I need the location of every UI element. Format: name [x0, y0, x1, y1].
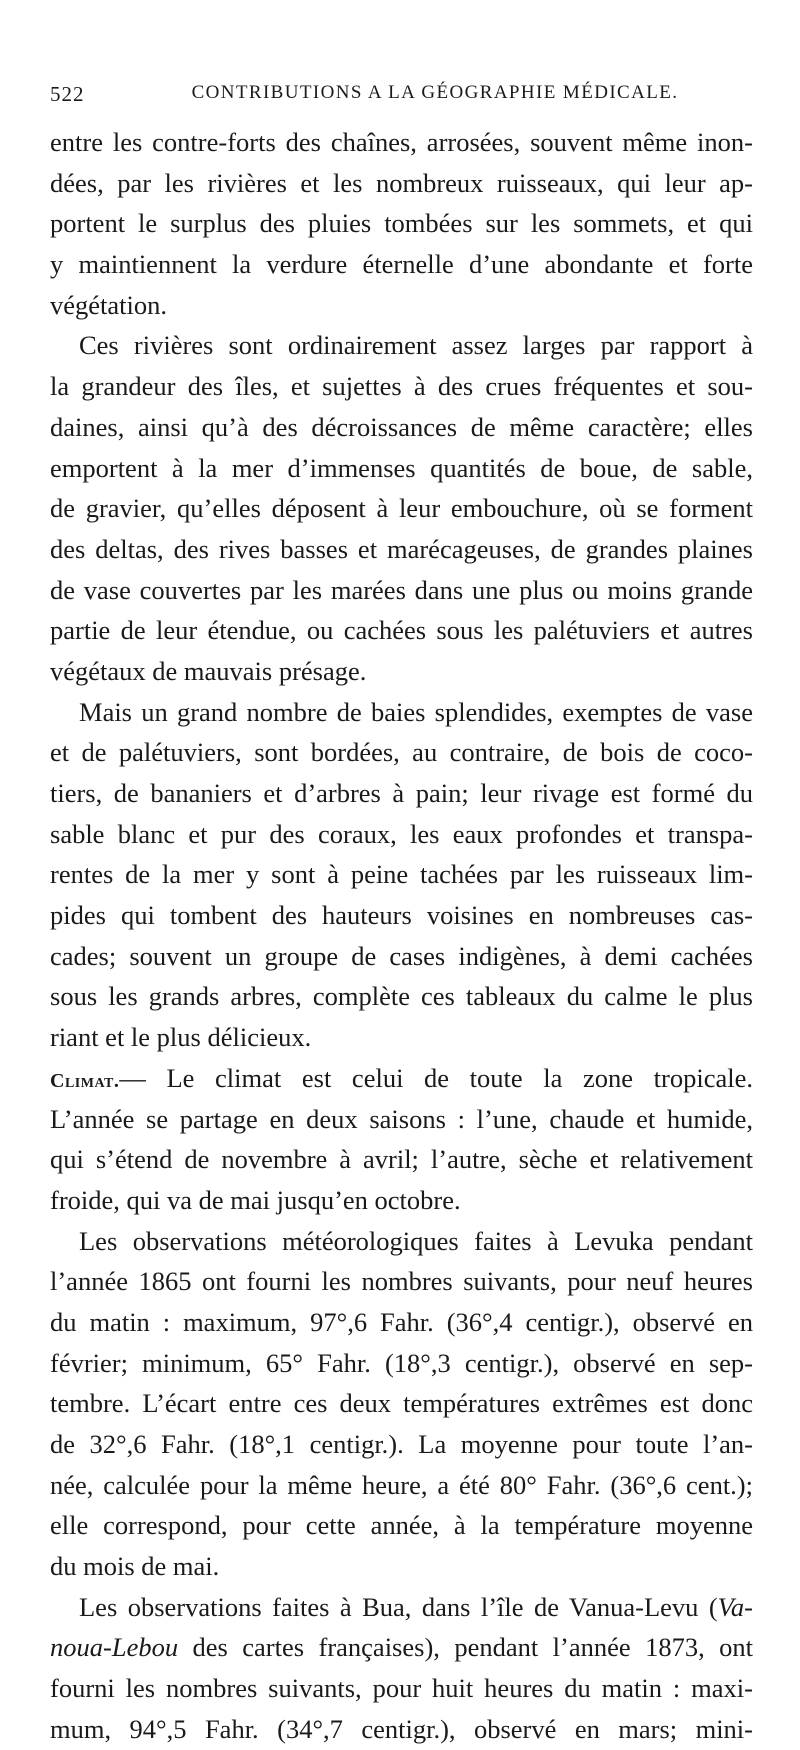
text-line: née, calculée pour la même heure, a été 80° Fahr. (36°,6 cent.);	[50, 1469, 753, 1500]
text-line: du mois de mai.	[50, 1551, 220, 1582]
text-line: daines, ainsi qu’à des décroissances de même caractère; elles	[50, 411, 753, 442]
section-heading-climat: Climat.	[50, 1069, 120, 1092]
text-line: froide, qui va de mai jusqu’en octobre.	[50, 1184, 461, 1215]
text-line: tembre. L’écart entre ces deux températures extrêmes est donc	[50, 1388, 753, 1419]
text-run: des cartes françaises), pendant l’année 1873, ont	[178, 1632, 753, 1663]
text-line: fourni les nombres suivants, pour huit heures du matin : maxi-	[50, 1673, 753, 1704]
italic-run: Va-	[717, 1591, 753, 1622]
text-line: et de palétuviers, sont bordées, au contraire, de bois de coco-	[50, 737, 753, 768]
text-line: L’année se partage en deux saisons : l’une, chaude et humide,	[50, 1103, 753, 1134]
paragraph	[50, 692, 753, 1058]
text-line: portent le surplus des pluies tombées sur les sommets, et qui	[50, 208, 753, 239]
final-paragraph-lines	[50, 1668, 753, 1749]
climat-first-line	[50, 1058, 753, 1099]
text-line: y maintiennent la verdure éternelle d’une abondante et forte	[50, 249, 753, 280]
text-line: sous les grands arbres, complète ces tableaux du calme le plus	[50, 981, 753, 1012]
text-line: dées, par les rivières et les nombreux ruisseaux, qui leur ap-	[50, 167, 753, 198]
text-line: qui s’étend de novembre à avril; l’autre, sèche et relativement	[50, 1144, 753, 1175]
body-text	[50, 122, 753, 1750]
paragraphs-after-climat	[50, 1221, 753, 1587]
text-line: rentes de la mer y sont à peine tachées par les ruisseaux lim-	[50, 859, 753, 890]
text-line: partie de leur étendue, ou cachées sous les palétuviers et autres	[50, 615, 753, 646]
text-line: emportent à la mer d’immenses quantités de boue, de sable,	[50, 452, 753, 483]
text-line: sable blanc et pur des coraux, les eaux profondes et transpa-	[50, 818, 753, 849]
text-line: tiers, de bananiers et d’arbres à pain; leur rivage est formé du	[50, 778, 753, 808]
text-line: de 32°,6 Fahr. (18°,1 centigr.). La moyenne pour toute l’an-	[50, 1429, 753, 1459]
text-run: Les observations faites à Bua, dans l’île de Vanua-Levu (	[79, 1591, 718, 1622]
text-line: elle correspond, pour cette année, à la température moyenne	[50, 1510, 753, 1541]
paragraph	[50, 122, 753, 325]
text-line: de vase couvertes par les marées dans une plus ou moins grande	[50, 574, 753, 605]
text-line: pides qui tombent des hauteurs voisines en nombreuses cas-	[50, 900, 753, 931]
text-line: végétaux de mauvais présage.	[50, 655, 367, 686]
text-line: entre les contre-forts des chaînes, arrosées, souvent même inon-	[50, 127, 753, 157]
climat-first-line-text: — Le climat est celui de toute la zone tropicale.	[119, 1062, 753, 1093]
paragraphs-before-climat	[50, 122, 753, 1058]
climat-paragraph-lines	[50, 1099, 753, 1221]
page-header	[50, 82, 750, 112]
running-title: CONTRIBUTIONS A LA GÉOGRAPHIE MÉDICALE.	[191, 82, 679, 103]
final-paragraph-line	[50, 1587, 753, 1628]
text-line: riant et le plus délicieux.	[50, 1022, 312, 1053]
page-number: 522	[50, 82, 85, 106]
text-line: de gravier, qu’elles déposent à leur embouchure, où se forment	[50, 493, 753, 524]
text-line: Ces rivières sont ordinairement assez larges par rapport à	[79, 330, 753, 361]
text-line: du matin : maximum, 97°,6 Fahr. (36°,4 centigr.), observé en	[50, 1306, 753, 1337]
italic-run: noua-Lebou	[50, 1632, 179, 1663]
text-line: Mais un grand nombre de baies splendides, exemptes de vase	[79, 696, 753, 727]
text-line: Les observations météorologiques faites à Levuka pendant	[79, 1225, 753, 1256]
text-line: cades; souvent un groupe de cases indigènes, à demi cachées	[50, 940, 753, 971]
final-paragraph-line	[50, 1627, 753, 1668]
paragraph	[50, 325, 753, 691]
paragraph	[50, 1221, 753, 1587]
text-line: végétation.	[50, 289, 167, 320]
text-line: mum, 94°,5 Fahr. (34°,7 centigr.), observé en mars; mini-	[50, 1713, 753, 1744]
text-line: la grandeur des îles, et sujettes à des crues fréquentes et sou-	[50, 371, 753, 402]
text-line: février; minimum, 65° Fahr. (18°,3 centigr.), observé en sep-	[50, 1347, 753, 1378]
text-line: l’année 1865 ont fourni les nombres suivants, pour neuf heures	[50, 1266, 753, 1297]
text-line: des deltas, des rives basses et marécageuses, de grandes plaines	[50, 533, 753, 564]
